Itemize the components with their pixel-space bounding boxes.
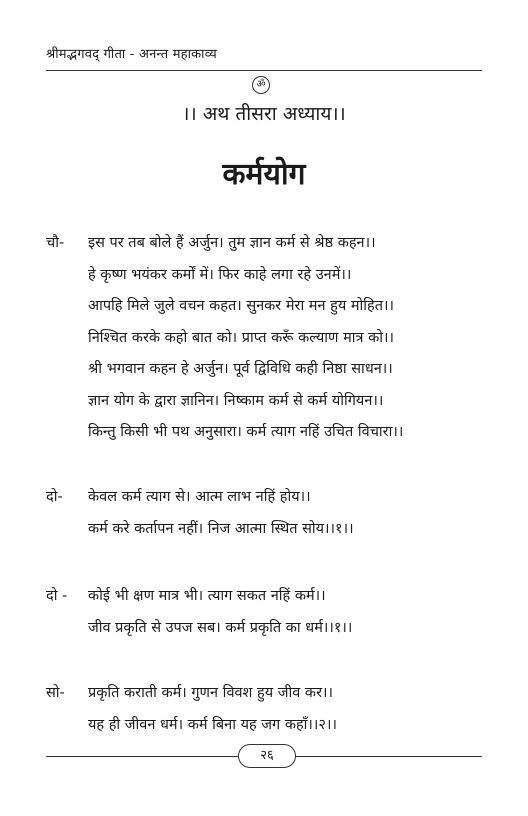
verse-line: निश्चित करके कहो बात को। प्राप्त करूँ कल्याण मात्र को।। (88, 329, 395, 346)
verse-line: ज्ञान योग के द्वारा ज्ञानिन। निष्काम कर्म से कर्म योगियन।। (88, 392, 384, 409)
verse-line: हे कृष्ण भयंकर कर्मों में। फिर काहे लगा रहे उनमें।। (88, 266, 352, 283)
header-rule (46, 70, 482, 71)
footer-rule-left (46, 756, 238, 757)
verse-line: इस पर तब बोले हैं अर्जुन। तुम ज्ञान कर्म से श्रेष्ठ कहन।। (88, 235, 376, 251)
verse-line: किन्तु किसी भी पथ अनुसारा। कर्म त्याग नहिं उचित विचारा।। (88, 424, 404, 440)
chapter-title: कर्मयोग (222, 157, 306, 192)
verse-label: दो - (46, 588, 68, 604)
chapter-heading: ।। अथ तीसरा अध्याय।। (182, 103, 346, 125)
verse-line: श्री भगवान कहन हे अर्जुन। पूर्व द्विविधि कही निष्ठा साधन।। (88, 361, 393, 377)
verse-label: चौ- (46, 235, 65, 251)
verse-label: सो- (46, 685, 65, 701)
footer-rule-right (294, 756, 482, 757)
verse-line: केवल कर्म त्याग से। आत्म लाभ नहिं होय।। (88, 489, 311, 505)
verse-label: दो- (46, 489, 63, 505)
running-header: श्रीमद्भगवद् गीता - अनन्त महाकाव्य (46, 47, 217, 62)
verse-line: आपहि मिले जुले वचन कहत। सुनकर मेरा मन हुय मोहित।। (88, 298, 394, 314)
verse-line: कोई भी क्षण मात्र भी। त्याग सकत नहिं कर्म।। (88, 588, 326, 604)
verse-line: प्रकृति कराती कर्म। गुणन विवश हुय जीव कर।। (88, 685, 333, 701)
verse-line: जीव प्रकृति से उपज सब। कर्म प्रकृति का धर्म।।१।। (88, 619, 353, 636)
verse-line: यह ही जीवन धर्म। कर्म बिना यह जग कहाँ।।२।। (88, 716, 337, 733)
om-symbol: ॐ (252, 76, 270, 94)
verse-line: कर्म करे कर्तापन नहीं। निज आत्मा स्थित सोय।।१।। (88, 520, 354, 537)
page-number: २६ (238, 744, 296, 768)
